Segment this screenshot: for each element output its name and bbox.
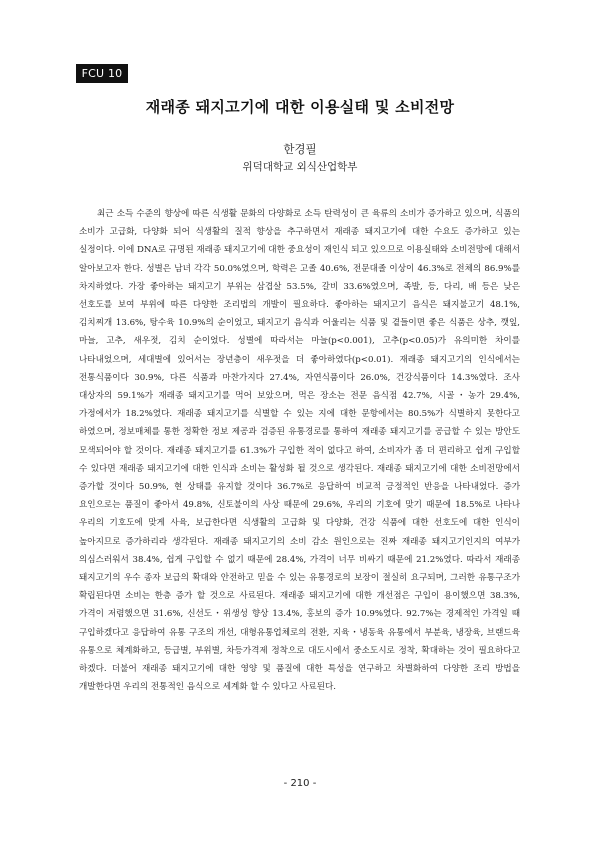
page-number: - 210 -	[283, 778, 317, 789]
paper-title: 재래종 돼지고기에 대한 이용실태 및 소비전망	[145, 98, 455, 116]
author-affiliation: 위덕대학교 외식산업학부	[242, 161, 358, 173]
author-name: 한경필	[283, 142, 317, 156]
session-code-badge: FCU 10	[76, 64, 128, 83]
abstract-body: 최근 소득 수준의 향상에 따른 식생활 문화의 다양화로 소득 탄력성이 큰 육류의 소비가 증가하고 있으며, 식품의 소비가 고급화, 다양화 되어 식생활의 질적 향상을 추구하면서 재래종 돼지고기에 대한 수요도 증가하고 있는 실정이다. 이에 DNA로 규명된 재래종 돼지고기에 대한 중요성이 재인식 되고 있으므로 이용실태와 소비전망에 대해서 알아보고자 한다. 성별은 남녀 각각 50.0%였으며, 학력은 고졸 40.6%, 전문대졸 이상이 46.3%로 전체의 86.9%를 차지하였다. 가장 좋아하는 돼지고기 부위는 삼겹살 53.5%, 갈비 33.6%였으며, 족발, 등, 다리, 배 등은 낮은 선호도를 보여 부위에 따른 다양한 조리법의 개발이 필요하다. 좋아하는 돼지고기 음식은 돼지불고기 48.1%, 김치찌개 13.6%, 탕수육 10.9%의 순이었고, 돼지고기 음식과 어울리는 식품 및 곁들이면 좋은 식품은 상추, 깻잎, 마늘, 고추, 새우젓, 김치 순이었다. 성별에 따라서는 마늘(p<0.001), 고추(p<0.05)가 유의미한 차이를 나타내었으며, 세대별에 있어서는 장년층이 새우젓을 더 좋아하였다(p<0.01). 재래종 돼지고기의 인식에서는 전통식품이다 30.9%, 다른 식품과 마찬가지다 27.4%, 자연식품이다 26.0%, 건강식품이다 14.3%였다. 조사 대상자의 59.1%가 재래종 돼지고기를 먹어 보았으며, 먹은 장소는 전문 음식점 42.7%, 시골・농가 29.4%, 가정에서가 18.2%였다. 재래종 돼지고기를 식별할 수 있는 지에 대한 문항에서는 80.5%가 식별하지 못한다고 하였으며, 정보매체를 통한 정확한 정보 제공과 검증된 유통경로를 통하여 재래종 돼지고기를 공급할 수 있는 방안도 모색되어야 할 것이다. 재래종 돼지고기를 61.3%가 구입한 적이 없다고 하여, 소비자가 좀 더 편리하고 쉽게 구입할 수 있다면 재래종 돼지고기에 대한 인식과 소비는 활성화 될 것으로 생각된다. 재래종 돼지고기에 대한 소비전망에서 증가할 것이다 50.9%, 현 상태를 유지할 것이다 36.7%로 응답하여 비교적 긍정적인 반응을 나타내었다. 증가 요인으로는 품질이 좋아서 49.8%, 신토불이의 사상 때문에 29.6%, 우리의 기호에 맞기 때문에 18.5%로 나타나 우리의 기호도에 맞게 사육, 보급한다면 식생활의 고급화 및 다양화, 건강 식품에 대한 선호도에 대한 인식이 높아지므로 증가하리라 생각된다. 재래종 돼지고기의 소비 감소 원인으로는 진짜 재래종 돼지고기인지의 여부가 의심스러워서 38.4%, 쉽게 구입할 수 없기 때문에 28.4%, 가격이 너무 비싸기 때문에 21.2%였다. 따라서 재래종 돼지고기의 우수 종자 보급의 확대와 안전하고 믿을 수 있는 유통경로의 보장이 절실히 요구되며, 그러한 유통구조가 확립된다면 소비는 한층 증가 할 것으로 사료된다. 재래종 돼지고기에 대한 개선점은 구입이 용이했으면 38.3%, 가격이 저렴했으면 31.6%, 신선도・위생성 향상 13.4%, 홍보의 증가 10.9%였다. 92.7%는 경제적인 가격일 때 구입하겠다고 응답하여 유통 구조의 개선, 대형유통업체로의 전환, 지육・냉동육 유통에서 부분육, 냉장육, 브랜드육 유통으로 체계화하고, 등급별, 부위별, 차등가격제 정착으로 대도시에서 중소도시로 정착, 확대하는 것이 필요하다고 하겠다. 더불어 재래종 돼지고기에 대한 영양 및 품질에 대한 특성을 연구하고 차별화하여 다양한 조리 방법을 개발한다면 우리의 전통적인 음식으로 세계화 할 수 있다고 사료된다.	[79, 209, 520, 693]
